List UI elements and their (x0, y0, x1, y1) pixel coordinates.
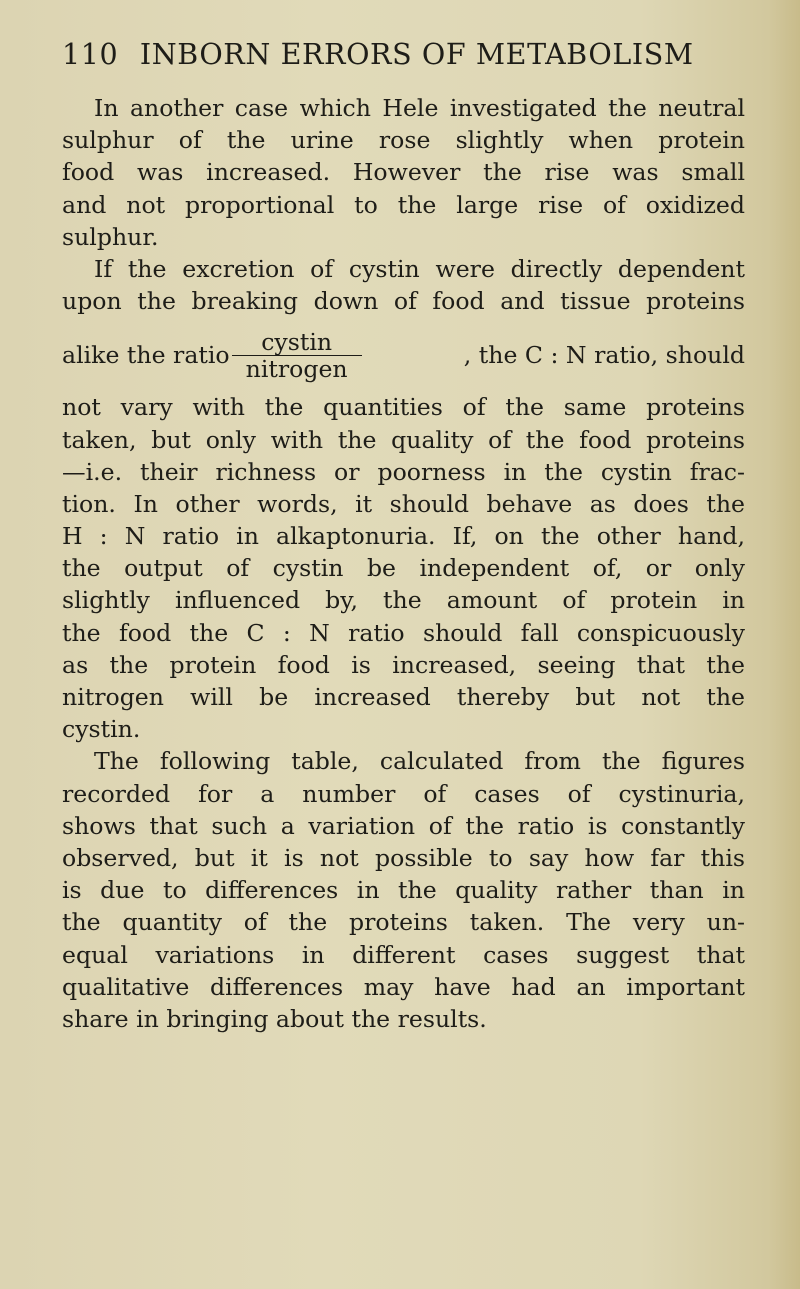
fraction-denominator: nitrogen (245, 354, 348, 383)
text-line: qualitative differences may have had an important (62, 972, 745, 1001)
text-line: shows that such a variation of the ratio is constantly (62, 811, 745, 840)
text-line: In another case which Hele investigated the neutral (94, 94, 745, 122)
text-line: as the protein food is increased, seeing that the (62, 650, 745, 679)
fraction-numerator: cystin (261, 327, 333, 356)
text-line: sulphur of the urine rose slightly when protein (62, 126, 745, 155)
cystin-nitrogen-fraction (232, 329, 362, 382)
text-line: and not proportional to the large rise of oxidized (62, 190, 745, 219)
text-line: share in bringing about the results. (62, 1004, 487, 1033)
text-line: If the excretion of cystin were directly dependent (94, 254, 745, 283)
text-line: not vary with the quantities of the same proteins (62, 393, 745, 422)
running-title: INBORN ERRORS OF METABOLISM (139, 38, 694, 71)
fraction-lead-group (62, 329, 364, 382)
text-line: taken, but only with the quality of the food proteins (62, 425, 745, 454)
body-text (62, 92, 745, 1035)
text-line: upon the breaking down of food and tissue proteins (62, 287, 745, 316)
text-line: —i.e. their richness or poorness in the cystin frac- (62, 457, 745, 486)
page-number: 110 (62, 38, 119, 71)
text-line: nitrogen will be increased thereby but not the (62, 683, 745, 711)
text-line: cystin. (62, 715, 141, 744)
text-line: the quantity of the proteins taken. The very un- (62, 908, 745, 937)
paragraph-2 (62, 253, 745, 745)
text-line: the food the C : N ratio should fall conspicuously (62, 618, 745, 647)
text-line: recorded for a number of cases of cystinuria, (62, 779, 745, 808)
text-line: observed, but it is not possible to say how far this (62, 843, 745, 872)
text-line: food was increased. However the rise was small (62, 158, 745, 187)
text-line: the output of cystin be independent of, or only (62, 554, 745, 583)
fraction-trail-text: , the C : N ratio, should (463, 341, 745, 370)
text-line: H : N ratio in alkaptonuria. If, on the other hand, (62, 522, 745, 551)
fraction-lead-text: alike the ratio (62, 341, 230, 370)
text-line: slightly influenced by, the amount of protein in (62, 586, 745, 615)
paragraph-1 (62, 92, 745, 253)
paragraph-3 (62, 745, 745, 1035)
text-line: tion. In other words, it should behave as does the (62, 489, 745, 518)
text-line: sulphur. (62, 222, 159, 251)
text-line: is due to differences in the quality rather than in (62, 876, 745, 905)
text-line: The following table, calculated from the figures (94, 747, 745, 776)
text-line: equal variations in different cases suggest that (62, 940, 745, 969)
fraction-line (62, 323, 745, 387)
running-header (62, 38, 694, 71)
